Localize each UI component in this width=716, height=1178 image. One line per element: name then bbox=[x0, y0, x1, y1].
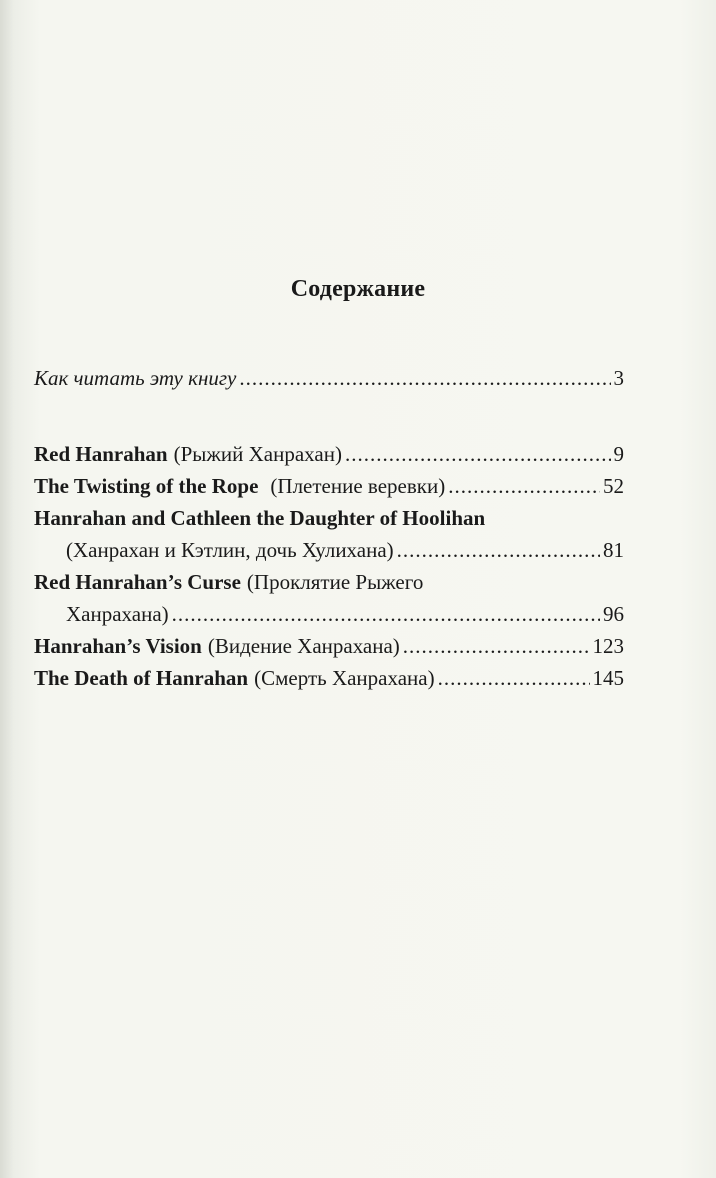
toc-entry-title bbox=[34, 662, 435, 694]
toc-page-number: 3 bbox=[613, 366, 624, 390]
toc-page-number: 9 bbox=[613, 442, 624, 466]
toc-entry-title bbox=[34, 630, 400, 662]
english-title: Red Hanrahan’s Curse bbox=[34, 570, 241, 594]
toc-page-number: 123 bbox=[592, 634, 624, 658]
english-title: The Twisting of the Rope bbox=[34, 474, 259, 498]
dot-leader bbox=[397, 534, 600, 566]
toc-entry[interactable] bbox=[34, 662, 624, 694]
russian-title: (Плетение веревки) bbox=[270, 474, 446, 498]
toc-entry-title bbox=[34, 438, 342, 470]
dot-leader bbox=[438, 662, 590, 694]
toc-entry-title bbox=[34, 470, 445, 502]
toc-entry-intro[interactable] bbox=[34, 362, 624, 394]
english-title: Hanrahan and Cathleen the Daughter of Hoolihan bbox=[34, 506, 486, 530]
toc-page-number: 52 bbox=[603, 474, 624, 498]
toc-entry[interactable] bbox=[34, 566, 624, 598]
russian-title-continued: Ханрахана) bbox=[66, 602, 169, 626]
toc-page-number: 96 bbox=[603, 602, 624, 626]
dot-leader bbox=[403, 630, 590, 662]
toc-entry-continuation[interactable] bbox=[34, 598, 624, 630]
russian-title: (Проклятие Рыжего bbox=[246, 570, 424, 594]
table-of-contents bbox=[34, 362, 624, 694]
russian-title: (Рыжий Ханрахан) bbox=[173, 442, 342, 466]
english-title: Red Hanrahan bbox=[34, 442, 168, 466]
russian-title: (Ханрахан и Кэтлин, дочь Хулихана) bbox=[66, 538, 394, 562]
dot-leader bbox=[239, 362, 610, 394]
russian-title: (Видение Ханрахана) bbox=[207, 634, 400, 658]
english-title: Hanrahan’s Vision bbox=[34, 634, 202, 658]
toc-entry[interactable] bbox=[34, 630, 624, 662]
toc-entry[interactable] bbox=[34, 438, 624, 470]
dot-leader bbox=[172, 598, 600, 630]
russian-title: (Смерть Ханрахана) bbox=[254, 666, 435, 690]
page-title: Содержание bbox=[290, 276, 426, 302]
toc-page-number: 81 bbox=[603, 538, 624, 562]
english-title: The Death of Hanrahan bbox=[34, 666, 249, 690]
toc-entry[interactable] bbox=[34, 470, 624, 502]
toc-page-number: 145 bbox=[592, 666, 624, 690]
dot-leader bbox=[448, 470, 600, 502]
toc-entry[interactable] bbox=[34, 502, 624, 534]
toc-entry-title: Как читать эту книгу bbox=[34, 366, 237, 390]
dot-leader bbox=[345, 438, 611, 470]
toc-entry-continuation[interactable] bbox=[34, 534, 624, 566]
